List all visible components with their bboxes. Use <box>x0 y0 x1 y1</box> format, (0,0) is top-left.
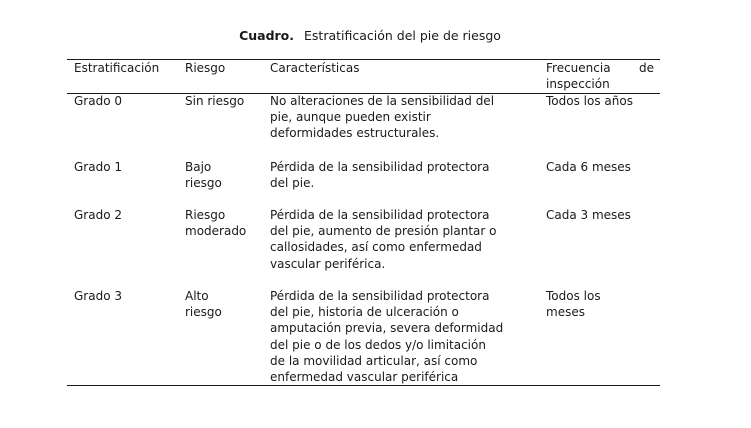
header-estratificacion: Estratificación <box>74 61 160 75</box>
cell-risk-line: Riesgo <box>185 208 226 222</box>
cell-grade: Grado 0 <box>74 94 122 108</box>
cell-risk-line: riesgo <box>185 305 222 320</box>
cell-risk <box>185 207 246 239</box>
cell-frequency-line: meses <box>546 305 585 320</box>
cell-frequency <box>546 159 631 175</box>
cell-risk <box>185 159 222 191</box>
cell-characteristics-line: Pérdida de la sensibilidad protectora <box>270 289 490 303</box>
header-riesgo: Riesgo <box>185 61 226 75</box>
cell-risk-line: Sin riesgo <box>185 94 245 108</box>
cell-frequency <box>546 93 633 109</box>
cell-characteristics-line: del pie. <box>270 176 315 191</box>
cell-risk <box>185 93 244 109</box>
cell-characteristics-line: vascular periférica. <box>270 256 386 271</box>
cell-grade: Grado 1 <box>74 160 122 174</box>
header-caracteristicas: Características <box>270 61 360 75</box>
caption-label: Cuadro. <box>239 28 295 43</box>
cell-risk-line: Alto <box>185 289 209 303</box>
cell-frequency-line: Todos los años <box>546 94 633 108</box>
cell-characteristics-line: amputación previa, severa deformidad <box>270 321 504 336</box>
cell-characteristics-line: deformidades estructurales. <box>270 126 440 141</box>
cell-characteristics-line: Pérdida de la sensibilidad protectora <box>270 208 490 222</box>
cell-characteristics-line: del pie o de los dedos y/o limitación <box>270 337 486 352</box>
cell-characteristics-line: callosidades, así como enfermedad <box>270 240 482 255</box>
cell-risk-line: Bajo <box>185 160 212 174</box>
cell-characteristics-line: No alteraciones de la sensibilidad del <box>270 94 495 108</box>
cell-characteristics <box>270 93 494 142</box>
cell-grade: Grado 3 <box>74 289 122 303</box>
cell-risk <box>185 288 222 320</box>
cell-characteristics-line: Pérdida de la sensibilidad protectora <box>270 160 490 174</box>
cell-characteristics <box>270 159 489 191</box>
header-frecuencia <box>546 60 654 92</box>
cell-characteristics-line: del pie, aumento de presión plantar o <box>270 224 497 239</box>
cell-risk-line: moderado <box>185 224 247 239</box>
cell-characteristics-line: del pie, historia de ulceración o <box>270 305 459 320</box>
cell-risk-line: riesgo <box>185 176 222 191</box>
caption-title: Estratificación del pie de riesgo <box>304 28 501 43</box>
table-caption <box>0 28 740 43</box>
cell-characteristics <box>270 288 503 385</box>
cell-frequency <box>546 288 601 320</box>
cell-characteristics-line: enfermedad vascular periférica <box>270 370 459 385</box>
header-frecuencia-word: Frecuencia <box>546 61 611 75</box>
cell-frequency <box>546 207 631 223</box>
header-frecuencia-de: de <box>639 61 654 75</box>
cell-frequency-line: Cada 6 meses <box>546 160 631 174</box>
cell-grade: Grado 2 <box>74 208 122 222</box>
cell-characteristics <box>270 207 497 272</box>
cell-frequency-line: Todos los <box>546 289 601 303</box>
cell-frequency-line: Cada 3 meses <box>546 208 631 222</box>
cell-characteristics-line: de la movilidad articular, así como <box>270 353 478 368</box>
cell-characteristics-line: pie, aunque pueden existir <box>270 110 431 125</box>
header-frecuencia-line2: inspección <box>546 77 610 92</box>
